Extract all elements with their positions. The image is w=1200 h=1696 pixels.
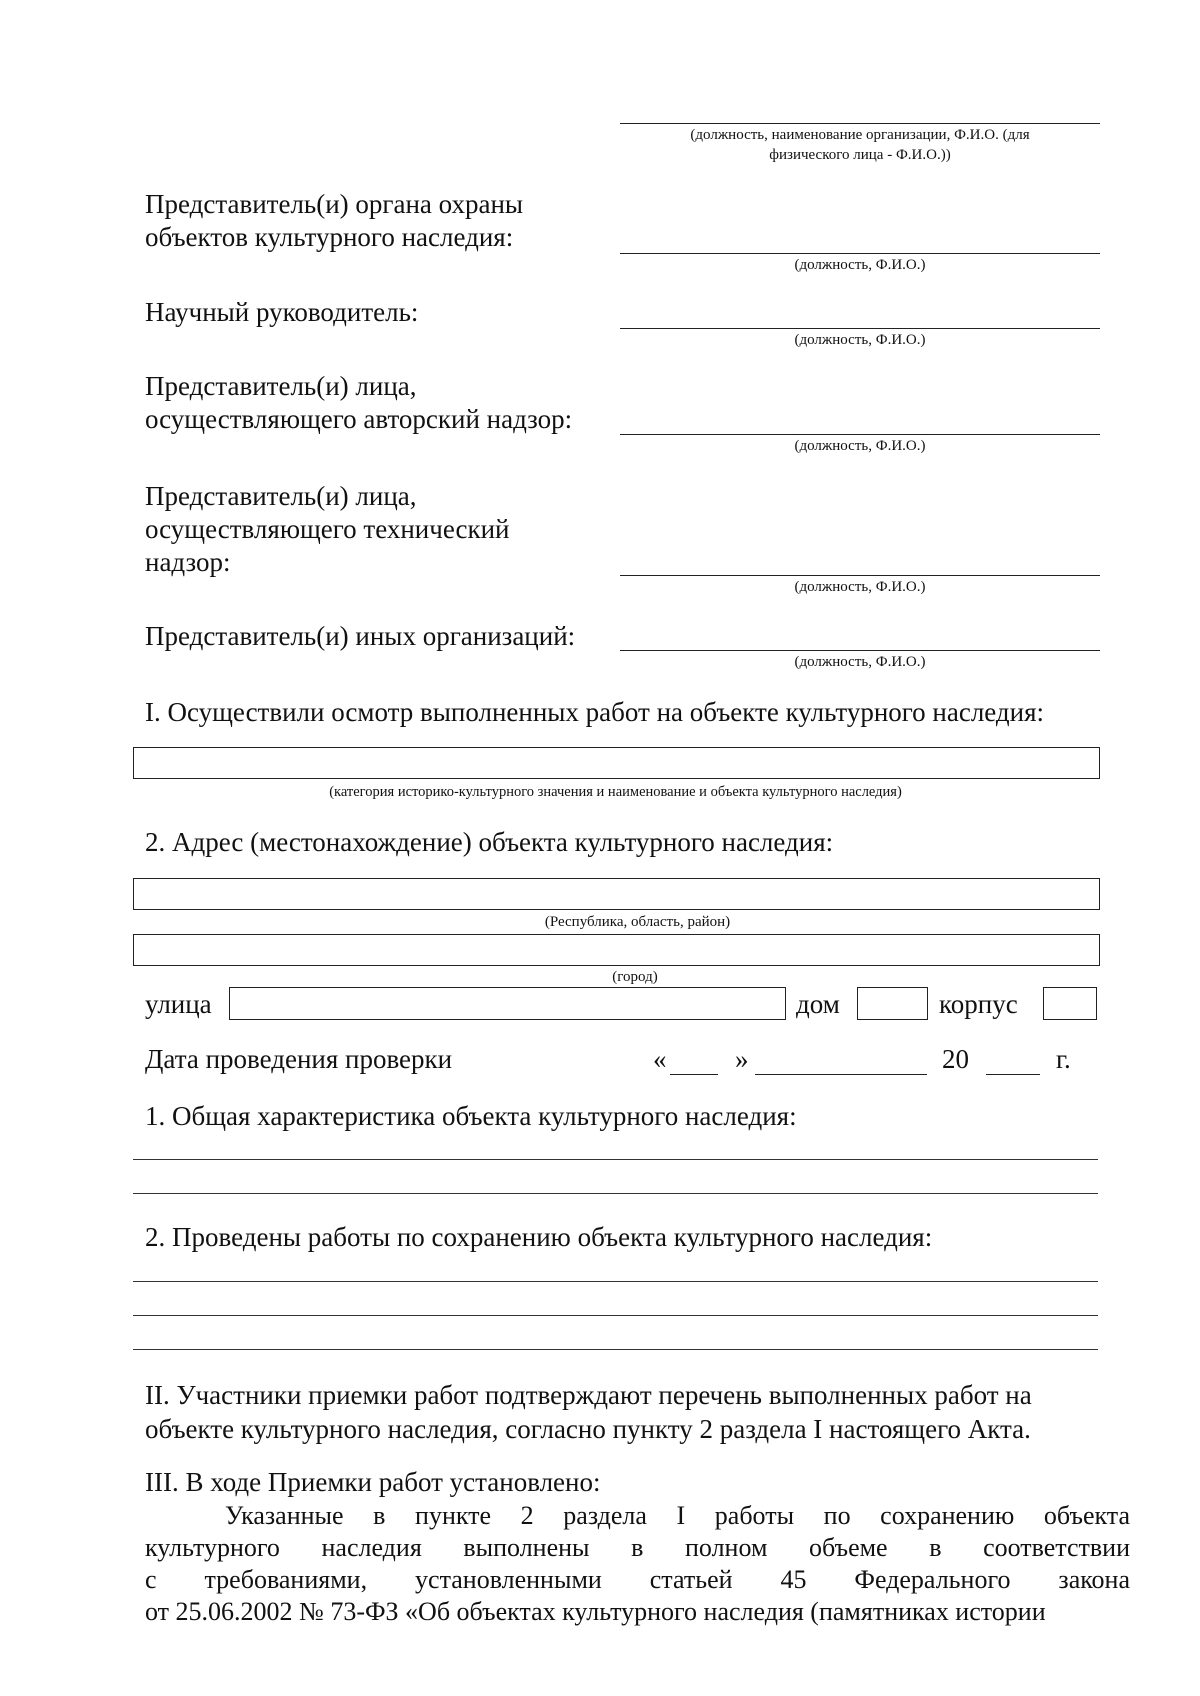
participant-label-line: Представитель(и) органа охраны — [145, 189, 524, 219]
date-open-quote: « — [653, 1044, 667, 1074]
section-3-line: культурного наследия выполнены в полном объеме в соответствии — [145, 1533, 1130, 1562]
building-field[interactable] — [1043, 987, 1097, 1020]
characteristics-heading: 1. Общая характеристика объекта культурного наследия: — [145, 1101, 797, 1131]
signature-caption: (должность, Ф.И.О.) — [794, 257, 926, 273]
section-3-line: с требованиями, установленными статьей 45 Федерального закона — [145, 1565, 1130, 1594]
participant-label-line: объектов культурного наследия: — [145, 222, 514, 252]
street-field[interactable] — [229, 987, 786, 1020]
object-name-caption: (категория историко-культурного значения и наименование и объекта культурного наследия) — [329, 784, 902, 800]
signature-caption: (должность, Ф.И.О.) — [794, 579, 926, 595]
section-2-line: II. Участники приемки работ подтверждают перечень выполненных работ на — [145, 1380, 1032, 1410]
year-field[interactable] — [986, 1074, 1040, 1075]
characteristics-line-1[interactable] — [133, 1159, 1098, 1160]
section-2-line: объекте культурного наследия, согласно пункту 2 раздела I настоящего Акта. — [145, 1414, 1031, 1444]
organization-caption-line-1: (должность, наименование организации, Ф.И.О. (для — [690, 127, 1030, 143]
organization-caption-line-2: физического лица - Ф.И.О.)) — [769, 147, 951, 163]
participant-label-other-organizations — [145, 620, 575, 653]
inspection-date-label: Дата проведения проверки — [145, 1044, 453, 1074]
section-1-heading: I. Осуществили осмотр выполненных работ на объекте культурного наследия: — [145, 697, 1045, 727]
region-caption: (Республика, область, район) — [544, 914, 731, 930]
building-label: корпус — [939, 989, 1018, 1019]
city-caption: (город) — [612, 969, 658, 985]
works-heading: 2. Проведены работы по сохранению объекта культурного наследия: — [145, 1222, 933, 1252]
participant-label-line: Научный руководитель: — [145, 297, 419, 327]
signature-caption: (должность, Ф.И.О.) — [794, 654, 926, 670]
signature-line-other-organizations[interactable] — [620, 650, 1100, 651]
year-suffix: г. — [1056, 1044, 1071, 1074]
section-3-heading: III. В ходе Приемки работ установлено: — [145, 1467, 601, 1497]
house-field[interactable] — [857, 987, 928, 1020]
signature-line-technical-supervision[interactable] — [620, 575, 1100, 576]
date-century: 20 — [942, 1044, 969, 1074]
region-field[interactable] — [133, 878, 1100, 910]
street-label: улица — [145, 989, 212, 1019]
date-close-quote: » — [735, 1044, 749, 1074]
participant-label-technical-supervision — [145, 480, 509, 579]
signature-line-scientific-supervisor[interactable] — [620, 328, 1100, 329]
participant-label-line: Представитель(и) лица, — [145, 481, 417, 511]
participant-label-line: осуществляющего авторский надзор: — [145, 404, 573, 434]
section-3-line: Указанные в пункте 2 раздела I работы по сохранению объекта — [225, 1501, 1130, 1530]
signature-caption: (должность, Ф.И.О.) — [794, 332, 926, 348]
section-3-line: от 25.06.2002 № 73-ФЗ «Об объектах культурного наследия (памятниках истории — [145, 1597, 1046, 1626]
works-line-1[interactable] — [133, 1281, 1098, 1282]
participant-label-line: Представитель(и) иных организаций: — [145, 621, 576, 651]
house-label: дом — [796, 989, 840, 1019]
participant-label-line: надзор: — [145, 547, 231, 577]
participant-label-line: осуществляющего технический — [145, 514, 510, 544]
section-2-text — [145, 1378, 1032, 1446]
characteristics-line-2[interactable] — [133, 1193, 1098, 1194]
organization-signature-line[interactable] — [620, 123, 1100, 124]
month-field[interactable] — [755, 1074, 927, 1075]
section-3-paragraph — [145, 1500, 1130, 1628]
participant-label-heritage-authority — [145, 188, 523, 254]
signature-caption: (должность, Ф.И.О.) — [794, 438, 926, 454]
works-line-3[interactable] — [133, 1349, 1098, 1350]
participant-label-scientific-supervisor — [145, 296, 418, 329]
address-heading: 2. Адрес (местонахождение) объекта культурного наследия: — [145, 827, 834, 857]
participant-label-author-supervision — [145, 370, 572, 436]
works-line-2[interactable] — [133, 1315, 1098, 1316]
signature-line-heritage-authority[interactable] — [620, 253, 1100, 254]
day-field[interactable] — [670, 1074, 718, 1075]
city-field[interactable] — [133, 934, 1100, 966]
object-name-field[interactable] — [133, 747, 1100, 779]
signature-line-author-supervision[interactable] — [620, 434, 1100, 435]
participant-label-line: Представитель(и) лица, — [145, 371, 417, 401]
